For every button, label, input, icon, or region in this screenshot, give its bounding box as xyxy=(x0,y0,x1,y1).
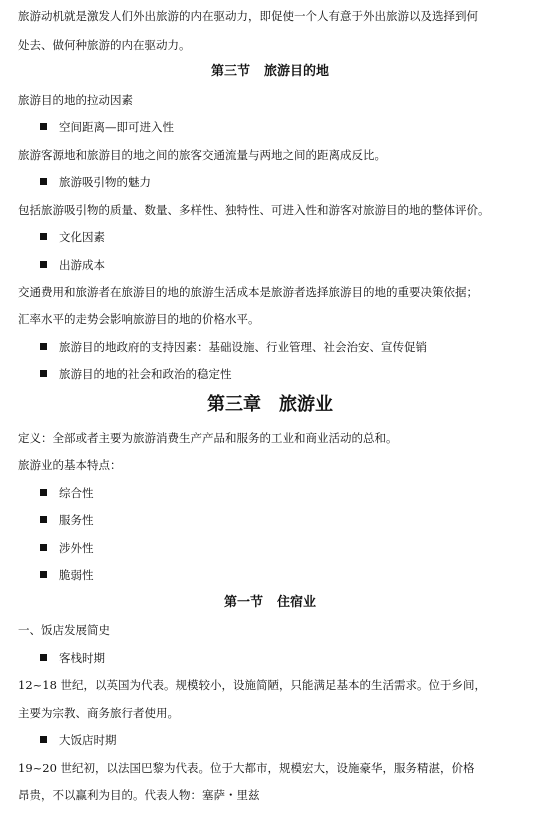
paragraph-line: 处去、做何种旅游的内在驱动力。 xyxy=(18,38,191,52)
section-heading xyxy=(0,594,540,612)
bullet-item xyxy=(40,732,117,748)
paragraph-line: 交通费用和旅游者在旅游目的地的旅游生活成本是旅游者选择旅游目的地的重要决策依据； xyxy=(18,285,478,299)
square-bullet-icon xyxy=(40,571,47,578)
bullet-item xyxy=(40,540,94,556)
chapter-number: 第三章 xyxy=(207,394,261,415)
paragraph-line: 包括旅游吸引物的质量、数量、多样性、独特性、可进入性和游客对旅游目的地的整体评价。 xyxy=(18,203,490,217)
square-bullet-icon xyxy=(40,261,47,268)
paragraph-line: 19~20 世纪初，以法国巴黎为代表。位于大都市，规模宏大，设施豪华，服务精湛，价格 xyxy=(18,761,475,775)
section-number: 第一节 xyxy=(223,595,263,610)
square-bullet-icon xyxy=(40,489,47,496)
paragraph-line: 旅游动机就是激发人们外出旅游的内在驱动力，即促使一个人有意于外出旅游以及选择到何 xyxy=(18,9,478,23)
bullet-text: 大饭店时期 xyxy=(59,733,117,747)
bullet-item xyxy=(40,119,174,135)
bullet-text: 旅游吸引物的魅力 xyxy=(59,175,151,189)
bullet-text: 空间距离—即可进入性 xyxy=(59,120,174,134)
paragraph-line: 旅游业的基本特点： xyxy=(18,458,122,472)
bullet-item xyxy=(40,339,427,355)
bullet-item xyxy=(40,650,105,666)
paragraph-line: 旅游客源地和旅游目的地之间的旅客交通流量与两地之间的距离成反比。 xyxy=(18,148,386,162)
bullet-text: 服务性 xyxy=(59,513,94,527)
square-bullet-icon xyxy=(40,370,47,377)
square-bullet-icon xyxy=(40,178,47,185)
square-bullet-icon xyxy=(40,343,47,350)
paragraph-line: 汇率水平的走势会影响旅游目的地的价格水平。 xyxy=(18,312,260,326)
bullet-text: 旅游目的地政府的支持因素：基础设施、行业管理、社会治安、宣传促销 xyxy=(59,340,427,354)
paragraph-line: 一、饭店发展简史 xyxy=(18,623,110,637)
paragraph-line: 旅游目的地的拉动因素 xyxy=(18,93,133,107)
paragraph-line: 主要为宗教、商务旅行者使用。 xyxy=(18,706,179,720)
chapter-heading xyxy=(0,393,540,417)
bullet-item xyxy=(40,567,94,583)
bullet-text: 文化因素 xyxy=(59,230,105,244)
paragraph-line: 12~18 世纪，以英国为代表。规模较小，设施简陋，只能满足基本的生活需求。位于乡间， xyxy=(18,678,487,692)
section-heading xyxy=(0,63,540,81)
bullet-text: 出游成本 xyxy=(59,258,105,272)
bullet-text: 旅游目的地的社会和政治的稳定性 xyxy=(59,367,232,381)
square-bullet-icon xyxy=(40,516,47,523)
bullet-item xyxy=(40,174,151,190)
bullet-item xyxy=(40,229,105,245)
bullet-text: 涉外性 xyxy=(59,541,94,555)
paragraph-line: 定义：全部或者主要为旅游消费生产产品和服务的工业和商业活动的总和。 xyxy=(18,431,398,445)
square-bullet-icon xyxy=(40,654,47,661)
section-number: 第三节 xyxy=(210,64,250,79)
section-title: 住宿业 xyxy=(277,595,317,610)
chapter-title: 旅游业 xyxy=(279,394,333,415)
section-title: 旅游目的地 xyxy=(264,64,330,79)
square-bullet-icon xyxy=(40,123,47,130)
paragraph-line: 昂贵，不以赢利为目的。代表人物：塞萨・里兹 xyxy=(18,788,260,802)
square-bullet-icon xyxy=(40,736,47,743)
bullet-text: 综合性 xyxy=(59,486,94,500)
square-bullet-icon xyxy=(40,544,47,551)
square-bullet-icon xyxy=(40,233,47,240)
bullet-text: 客栈时期 xyxy=(59,651,105,665)
bullet-item xyxy=(40,366,232,382)
bullet-item xyxy=(40,257,105,273)
bullet-item xyxy=(40,485,94,501)
bullet-text: 脆弱性 xyxy=(59,568,94,582)
bullet-item xyxy=(40,512,94,528)
